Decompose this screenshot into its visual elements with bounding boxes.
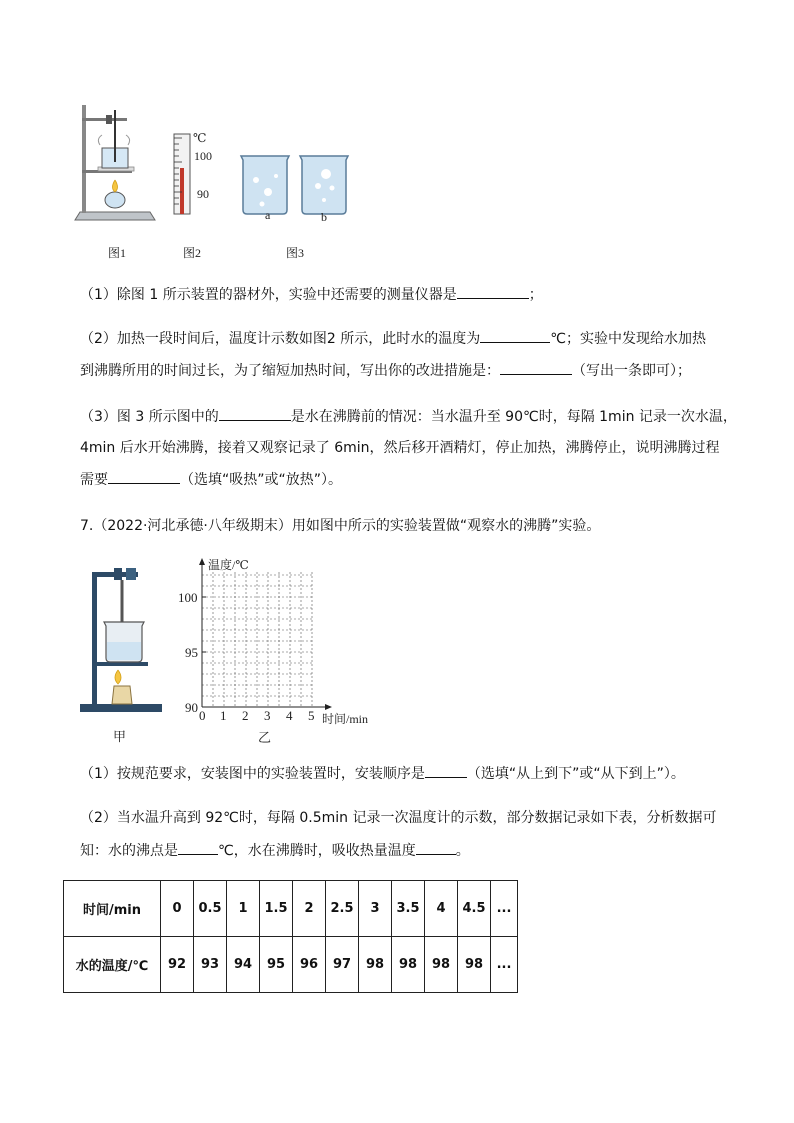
graph-y-axis-label: 温度/℃ — [208, 558, 249, 572]
table-cell: 4 — [425, 881, 458, 937]
q6-blank-4[interactable] — [219, 406, 291, 421]
figure-yi-caption: 乙 — [258, 730, 272, 745]
figure-2-caption: 图2 — [183, 246, 202, 260]
table-cell: ... — [491, 881, 518, 937]
graph-x-tick-4: 4 — [286, 708, 293, 723]
graph-x-tick-0: 0 — [199, 708, 206, 723]
q6-blank-5[interactable] — [108, 469, 180, 484]
q7-part2-line2: 知：水的沸点是 ℃，水在沸腾时，吸收热量温度 。 — [80, 840, 470, 861]
graph-y-tick-90: 90 — [185, 700, 198, 715]
table-cell: 4.5 — [458, 881, 491, 937]
thermometer-label-100: 100 — [194, 149, 212, 163]
figure-jia-apparatus — [74, 566, 166, 716]
q6-blank-3[interactable] — [500, 360, 572, 375]
graph-y-tick-100: 100 — [178, 590, 198, 605]
beaker-b-label: b — [321, 210, 327, 224]
q7-title: 7.（2022·河北承德·八年级期末）用如图中所示的实验装置做“观察水的沸腾”实验。 — [80, 518, 601, 534]
figure-1-caption: 图1 — [108, 246, 127, 260]
table-cell: 98 — [425, 937, 458, 993]
q6-part3-line2: 4min 后水开始沸腾，接着又观察记录了 6min，然后移开酒精灯，停止加热，沸腾停止，说明沸腾过程 — [80, 440, 720, 456]
graph-y-tick-95: 95 — [185, 645, 198, 660]
table-cell: 2.5 — [326, 881, 359, 937]
table-cell: 93 — [194, 937, 227, 993]
data-table — [63, 880, 518, 993]
figure-1 — [70, 100, 160, 240]
graph-x-axis-label: 时间/min — [322, 712, 369, 726]
table-header-time: 时间/min — [64, 881, 161, 937]
q7-part1: （1）按规范要求，安装图中的实验装置时，安装顺序是 （选填“从上到下”或“从下到上”）。 — [80, 763, 685, 784]
q7-blank-1[interactable] — [425, 763, 467, 778]
table-cell: 94 — [227, 937, 260, 993]
table-row-temp — [64, 937, 518, 993]
graph-x-tick-2: 2 — [242, 708, 249, 723]
q6-part3-line3: 需要 （选填“吸热”或“放热”）。 — [80, 469, 342, 490]
thermometer-unit: ℃ — [193, 131, 207, 145]
table-cell: 98 — [458, 937, 491, 993]
q6-blank-1[interactable] — [457, 284, 529, 299]
q7-blank-3[interactable] — [416, 840, 456, 855]
thermometer-label-90: 90 — [197, 187, 209, 201]
graph-x-tick-3: 3 — [264, 708, 271, 723]
table-cell: 97 — [326, 937, 359, 993]
q6-blank-2[interactable] — [480, 328, 550, 343]
table-cell: 0 — [161, 881, 194, 937]
figure-3-caption: 图3 — [286, 246, 305, 260]
figure-3-beakers — [238, 152, 353, 216]
q6-part3-line1: （3）图 3 所示图中的 是水在沸腾前的情况：当水温升至 90℃时，每隔 1min 记录一次水温， — [80, 406, 737, 427]
table-cell: 0.5 — [194, 881, 227, 937]
graph-x-tick-1: 1 — [220, 708, 227, 723]
table-cell: 3 — [359, 881, 392, 937]
q7-blank-2[interactable] — [178, 840, 218, 855]
q6-part1: （1）除图 1 所示装置的器材外，实验中还需要的测量仪器是 ； — [80, 284, 543, 305]
figure-jia-caption: 甲 — [113, 729, 127, 744]
table-header-temp: 水的温度/℃ — [64, 937, 161, 993]
table-cell: 1 — [227, 881, 260, 937]
table-cell: 2 — [293, 881, 326, 937]
beaker-a-label: a — [265, 208, 271, 222]
graph-x-tick-5: 5 — [308, 708, 315, 723]
table-cell: 96 — [293, 937, 326, 993]
q6-part2-line2: 到沸腾所用的时间过长，为了缩短加热时间，写出你的改进措施是： （写出一条即可）； — [80, 360, 691, 381]
table-cell: 95 — [260, 937, 293, 993]
table-cell: 3.5 — [392, 881, 425, 937]
q6-part2-line1: （2）加热一段时间后，温度计示数如图2 所示，此时水的温度为 ℃；实验中发现给水加热 — [80, 328, 706, 349]
table-cell: 1.5 — [260, 881, 293, 937]
table-cell: 92 — [161, 937, 194, 993]
q7-part2-line1: （2）当水温升高到 92℃时，每隔 0.5min 记录一次温度计的示数，部分数据记录如下表，分析数据可 — [80, 810, 717, 826]
table-row-time — [64, 881, 518, 937]
table-cell: ... — [491, 937, 518, 993]
table-cell: 98 — [359, 937, 392, 993]
table-cell: 98 — [392, 937, 425, 993]
